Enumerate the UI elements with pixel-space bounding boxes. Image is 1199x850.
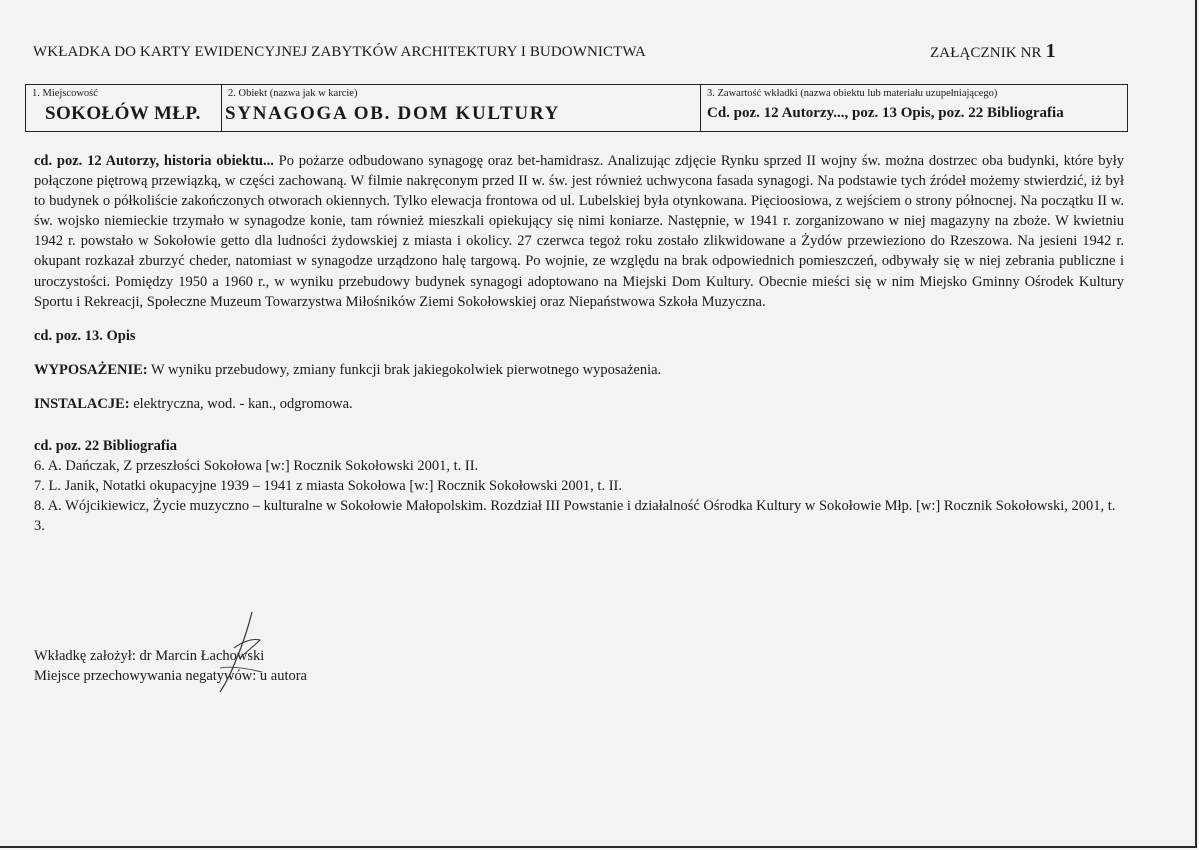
annex-indicator bbox=[930, 40, 1056, 63]
bibliography-heading: cd. poz. 22 Bibliografia bbox=[34, 438, 177, 455]
authors-heading: cd. poz. 12 Autorzy, historia obiektu... bbox=[34, 153, 274, 169]
handwritten-signature bbox=[190, 608, 285, 698]
equipment-text: W wyniku przebudowy, zmiany funkcji brak jakiegokolwiek pierwotnego wyposażenia. bbox=[150, 361, 662, 378]
installations-text: elektryczna, wod. - kan., odgromowa. bbox=[133, 395, 353, 412]
field-object-label: 2. Obiekt (nazwa jak w karcie) bbox=[228, 88, 358, 99]
authors-text: Po pożarze odbudowano synagogę oraz bet-hamidrasz. Analizując zdjęcie Rynku sprzed II wojny św. można dostrzec oba budynki, które były połączone piętrową przewiązką, w części zachowaną. W filmie nakręconym przed II w. św. jest również uchwycona fasada synagogi. Na podstawie tych źródeł możemy stwierdzić, iż był to budynek o półkoliście zakończonych otworach okiennych. Tylko elewacja frontowa od ul. Lubelskiej była otynkowana. Pięcioosiowa, z wejściem o strony północnej. Na początku II w. św. wojsko niemieckie trzymało w synagodze konie, tam również mieszkali opiekujący się nimi koniarze. Następnie, w 1941 r. zorganizowano w niej magazyny na zboże. W kwietniu 1942 r. powstało w Sokołowie getto dla ludności żydowskiej z miasta i okolicy. 27 czerwca tegoż roku zostało zlikwidowane a Żydów przewieziono do Rzeszowa. Na jesieni 1942 r. okupant rozkazał zburzyć cheder, natomiast w synagodze urządzono halę targową. Po wojnie, ze względu na brak odpowiednich pomieszczeń, odbywały się w niej zebrania publiczne i uroczystości. Pomiędzy 1950 a 1960 r., w wyniku przebudowy budynek synagogi adoptowano na Miejski Dom Kultury. Obecnie mieści się w nim Miejsko Gminny Ośrodek Kultury Sportu i Rekreacji, Społeczne Muzeum Towarzystwa Miłośników Ziemi Sokołowskiej oraz Niepaństwowa Szkoła Muzyczna. bbox=[34, 153, 1125, 310]
founder-label: Wkładkę założył: bbox=[34, 648, 136, 664]
annex-number: 1 bbox=[1045, 40, 1056, 62]
equipment-line bbox=[34, 360, 1124, 380]
equipment-label: WYPOSAŻENIE: bbox=[34, 361, 148, 378]
field-contents-value: Cd. poz. 12 Autorzy..., poz. 13 Opis, poz. 22 Bibliografia bbox=[707, 105, 1064, 121]
authors-paragraph bbox=[34, 151, 1124, 312]
description-heading: cd. poz. 13. Opis bbox=[34, 327, 136, 344]
field-object-value: SYNAGOGA OB. DOM KULTURY bbox=[225, 103, 561, 124]
installations-label: INSTALACJE: bbox=[34, 395, 130, 412]
storage-value: u autora bbox=[259, 668, 307, 684]
bibliography-item: 6. A. Dańczak, Z przeszłości Sokołowa [w:] Rocznik Sokołowski 2001, t. II. bbox=[34, 458, 479, 475]
field-location-label: 1. Miejscowość bbox=[32, 88, 98, 99]
bibliography-item: 8. A. Wójcikiewicz, Życie muzyczno – kulturalne w Sokołowie Małopolskim. Rozdział III Powstanie i działalność Ośrodka Kultury w Sokołowie Młp. [w:] Rocznik Sokołowski, 2001, t. 3. bbox=[34, 498, 1116, 535]
document-body bbox=[34, 151, 1124, 537]
field-location-value: SOKOŁÓW MŁP. bbox=[45, 103, 201, 124]
field-contents-label: 3. Zawartość wkładki (nazwa obiektu lub materiału uzupełniającego) bbox=[707, 88, 998, 99]
document-title: WKŁADKA DO KARTY EWIDENCYJNEJ ZABYTKÓW ARCHITEKTURY I BUDOWNICTWA bbox=[33, 44, 646, 60]
founder-value: dr Marcin Łachowski bbox=[139, 648, 265, 664]
field-object bbox=[222, 85, 701, 131]
header-fields-table bbox=[25, 84, 1128, 132]
bibliography-item: 7. L. Janik, Notatki okupacyjne 1939 – 1941 z miasta Sokołowa [w:] Rocznik Sokołowski 2001, t. II. bbox=[34, 478, 622, 495]
installations-line bbox=[34, 394, 1124, 414]
storage-label: Miejsce przechowywania negatywów: bbox=[34, 668, 257, 684]
annex-label: ZAŁĄCZNIK NR bbox=[930, 45, 1042, 61]
field-contents bbox=[701, 85, 1127, 131]
field-location bbox=[26, 85, 222, 131]
